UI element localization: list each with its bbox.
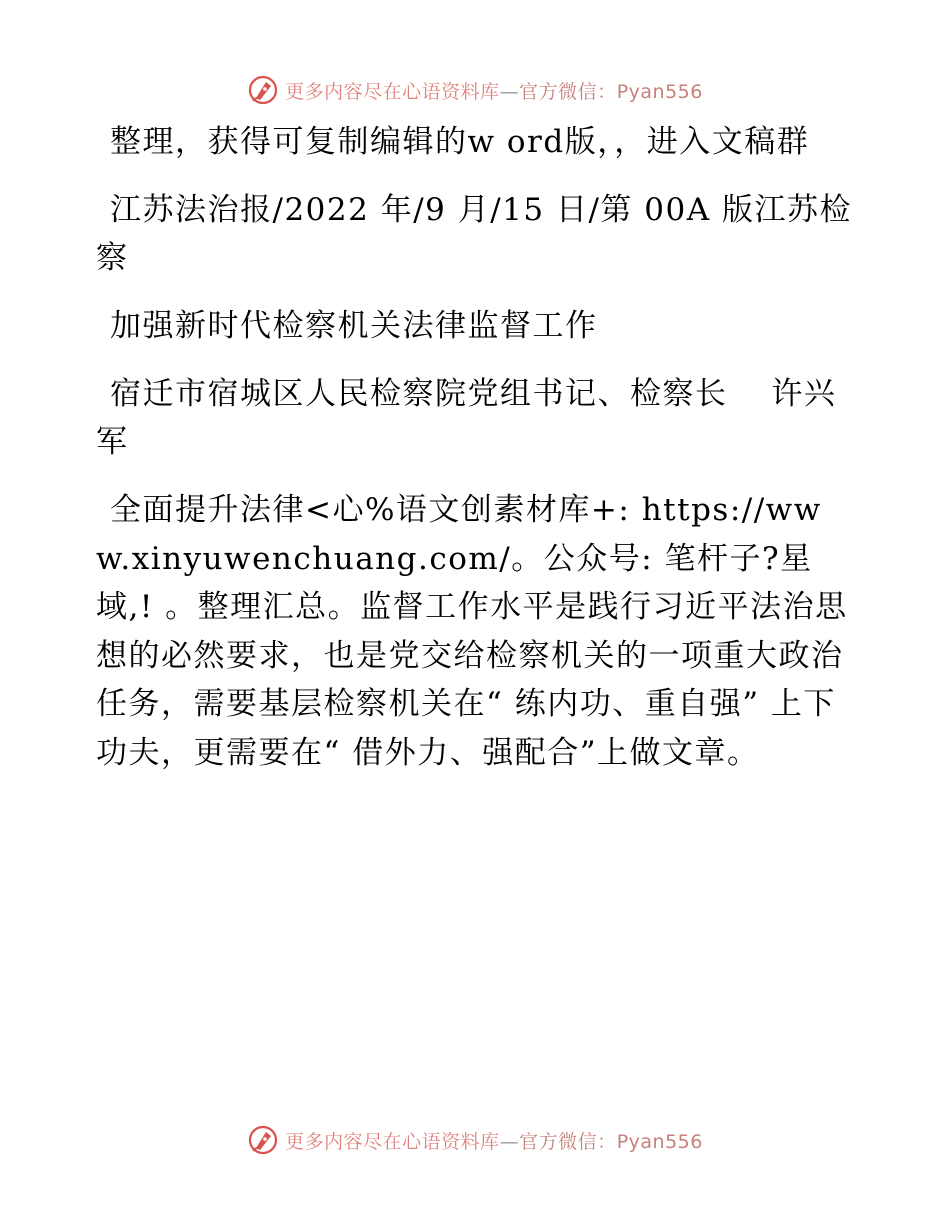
paragraph-body: 全面提升法律<心%语文创素材库+: https://www.xinyuwenchuang.com/。公众号: 笔杆子?星域,! 。整理汇总。监督工作水平是践行习近平法治思想的必然要求，也是党交给检察机关的一项重大政治任务，需要基层检察机关在“ 练内功、重自强” 上下功夫，更需要在“ 借外力、强配合”上做文章。 bbox=[96, 492, 848, 771]
document-body bbox=[96, 118, 856, 777]
paragraph-source: 江苏法治报/2022 年/9 月/15 日/第 00A 版江苏检察 bbox=[96, 192, 852, 276]
pen-nib-circle-icon bbox=[247, 74, 279, 106]
paragraph-intro: 整理，获得可复制编辑的w ord版，，进入文稿群 bbox=[110, 124, 810, 160]
header-banner bbox=[0, 70, 950, 110]
banner-text bbox=[285, 77, 703, 104]
banner-wechat-id: Pyan556 bbox=[616, 1130, 703, 1153]
banner-wechat-label: 官方微信： bbox=[519, 1130, 617, 1153]
banner-wechat-label: 官方微信： bbox=[519, 80, 617, 103]
banner-separator: — bbox=[499, 1130, 520, 1153]
footer-banner bbox=[0, 1120, 950, 1160]
banner-site-text: 更多内容尽在心语资料库 bbox=[285, 1130, 500, 1153]
banner-site-text: 更多内容尽在心语资料库 bbox=[285, 80, 500, 103]
article-author: 宿迁市宿城区人民检察院党组书记、检察长 许兴军 bbox=[96, 376, 837, 460]
pen-nib-circle-icon bbox=[247, 1124, 279, 1156]
banner-separator: — bbox=[499, 80, 520, 103]
banner-wechat-id: Pyan556 bbox=[616, 80, 703, 103]
article-title: 加强新时代检察机关法律监督工作 bbox=[110, 308, 598, 344]
banner-text bbox=[285, 1127, 703, 1154]
